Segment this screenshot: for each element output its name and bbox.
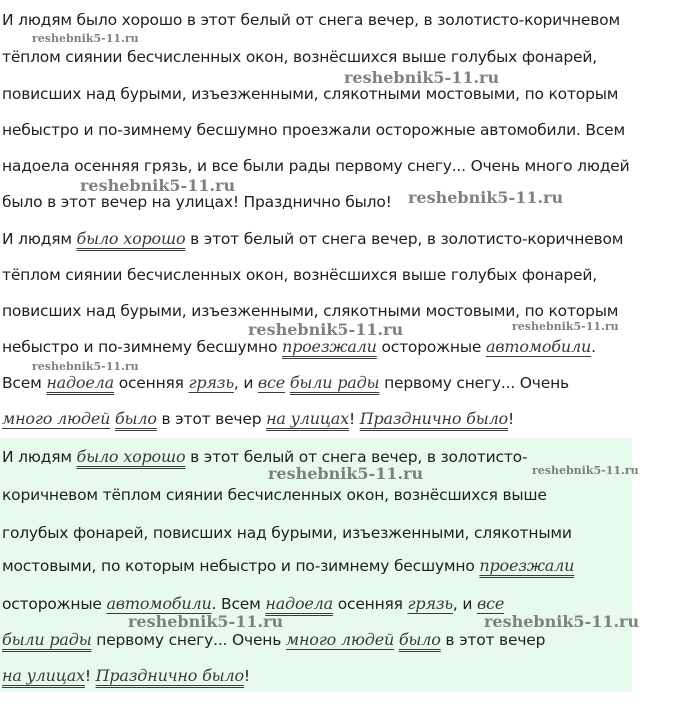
text-run: осенняя (113, 374, 189, 392)
text-run: . Всем (211, 595, 266, 613)
text-run: мостовыми, по которым небыстро и по-зимнему бесшумно (2, 557, 480, 575)
text-run: в этот белый от снега вечер, в золотисто- (185, 448, 528, 466)
text-line (2, 666, 250, 686)
subject-mark: автомобили (485, 337, 592, 356)
text-line (2, 594, 504, 614)
subject-mark: грязь (188, 373, 234, 392)
text-line: голубых фонарей, повисших над бурыми, изъезженными, слякотными (2, 524, 572, 542)
text-line (2, 409, 514, 429)
text-run: ! (84, 667, 96, 685)
text-run: , и (452, 595, 477, 613)
predicate-mark: было (398, 630, 441, 649)
subject-mark: все (476, 594, 505, 613)
text-line: тёплом сиянии бесчисленных окон, вознёсшихся выше голубых фонарей, (2, 266, 597, 284)
predicate-mark: было хорошо (76, 229, 186, 248)
text-line (2, 373, 569, 393)
text-line: надоела осенняя грязь, и все были рады первому снегу... Очень много людей (2, 157, 630, 175)
predicate-mark: надоела (46, 373, 114, 392)
watermark: reshebnik5-11.ru (484, 612, 640, 631)
predicate-mark: было хорошо (76, 447, 186, 466)
text-run: в этот вечер (156, 410, 267, 428)
text-line: коричневом тёплом сиянии бесчисленных окон, вознёсшихся выше (2, 486, 547, 504)
watermark: reshebnik5-11.ru (128, 612, 284, 631)
watermark: reshebnik5-11.ru (408, 188, 564, 207)
subject-mark: много людей (2, 409, 111, 428)
text-line (2, 556, 574, 576)
text-run: ! (243, 667, 250, 685)
predicate-mark: Празднично было (359, 409, 508, 428)
predicate-mark: проезжали (479, 556, 575, 575)
subject-mark: автомобили (106, 594, 212, 613)
watermark: reshebnik5-11.ru (268, 464, 424, 483)
watermark: reshebnik5-11.ru (344, 68, 500, 87)
subject-mark: много людей (285, 630, 395, 649)
watermark: reshebnik5-11.ru (248, 320, 404, 339)
predicate-mark: были рады (289, 373, 380, 392)
text-run: . (591, 338, 596, 356)
predicate-mark: было (114, 409, 157, 428)
watermark: reshebnik5-11.ru (80, 176, 236, 195)
predicate-mark: надоела (265, 594, 334, 613)
subject-mark: грязь (407, 594, 453, 613)
text-line (2, 229, 623, 249)
text-line: тёплом сиянии бесчисленных окон, вознёсшихся выше голубых фонарей, (2, 48, 597, 66)
text-run: первому снегу... Очень (91, 631, 286, 649)
text-run: небыстро и по-зимнему бесшумно (2, 338, 282, 356)
text-run: первому снегу... Очень (379, 374, 569, 392)
watermark: reshebnik5-11.ru (532, 464, 639, 477)
text-line: повисших над бурыми, изъезженными, слякотными мостовыми, по которым (2, 85, 619, 103)
predicate-mark: на улицах (266, 409, 349, 428)
watermark: reshebnik5-11.ru (512, 320, 619, 333)
text-line: повисших над бурыми, изъезженными, слякотными мостовыми, по которым (2, 302, 619, 320)
watermark: reshebnik5-11.ru (32, 360, 139, 373)
text-run: в этот белый от снега вечер, в золотисто-коричневом (185, 230, 624, 248)
predicate-mark: проезжали (281, 337, 377, 356)
predicate-mark: Празднично было (95, 666, 244, 685)
text-run: ! (348, 410, 360, 428)
text-run: осенняя (333, 595, 408, 613)
text-run: в этот вечер (440, 631, 546, 649)
text-line (2, 630, 545, 650)
text-run: И людям (2, 448, 77, 466)
text-line (2, 447, 527, 467)
text-line: небыстро и по-зимнему бесшумно проезжали осторожные автомобили. Всем (2, 121, 625, 139)
text-run: осторожные (376, 338, 486, 356)
text-line: И людям было хорошо в этот белый от снега вечер, в золотисто-коричневом (2, 11, 620, 29)
text-line: было в этот вечер на улицах! Празднично было! (2, 193, 392, 211)
text-run: ! (508, 410, 515, 428)
watermark: reshebnik5-11.ru (32, 32, 139, 45)
text-run: осторожные (2, 595, 107, 613)
predicate-mark: были рады (2, 630, 92, 649)
text-line (2, 337, 596, 357)
text-run: И людям (2, 230, 77, 248)
subject-mark: все (257, 373, 286, 392)
predicate-mark: на улицах (2, 666, 85, 685)
text-run: , и (233, 374, 258, 392)
text-run: Всем (2, 374, 47, 392)
